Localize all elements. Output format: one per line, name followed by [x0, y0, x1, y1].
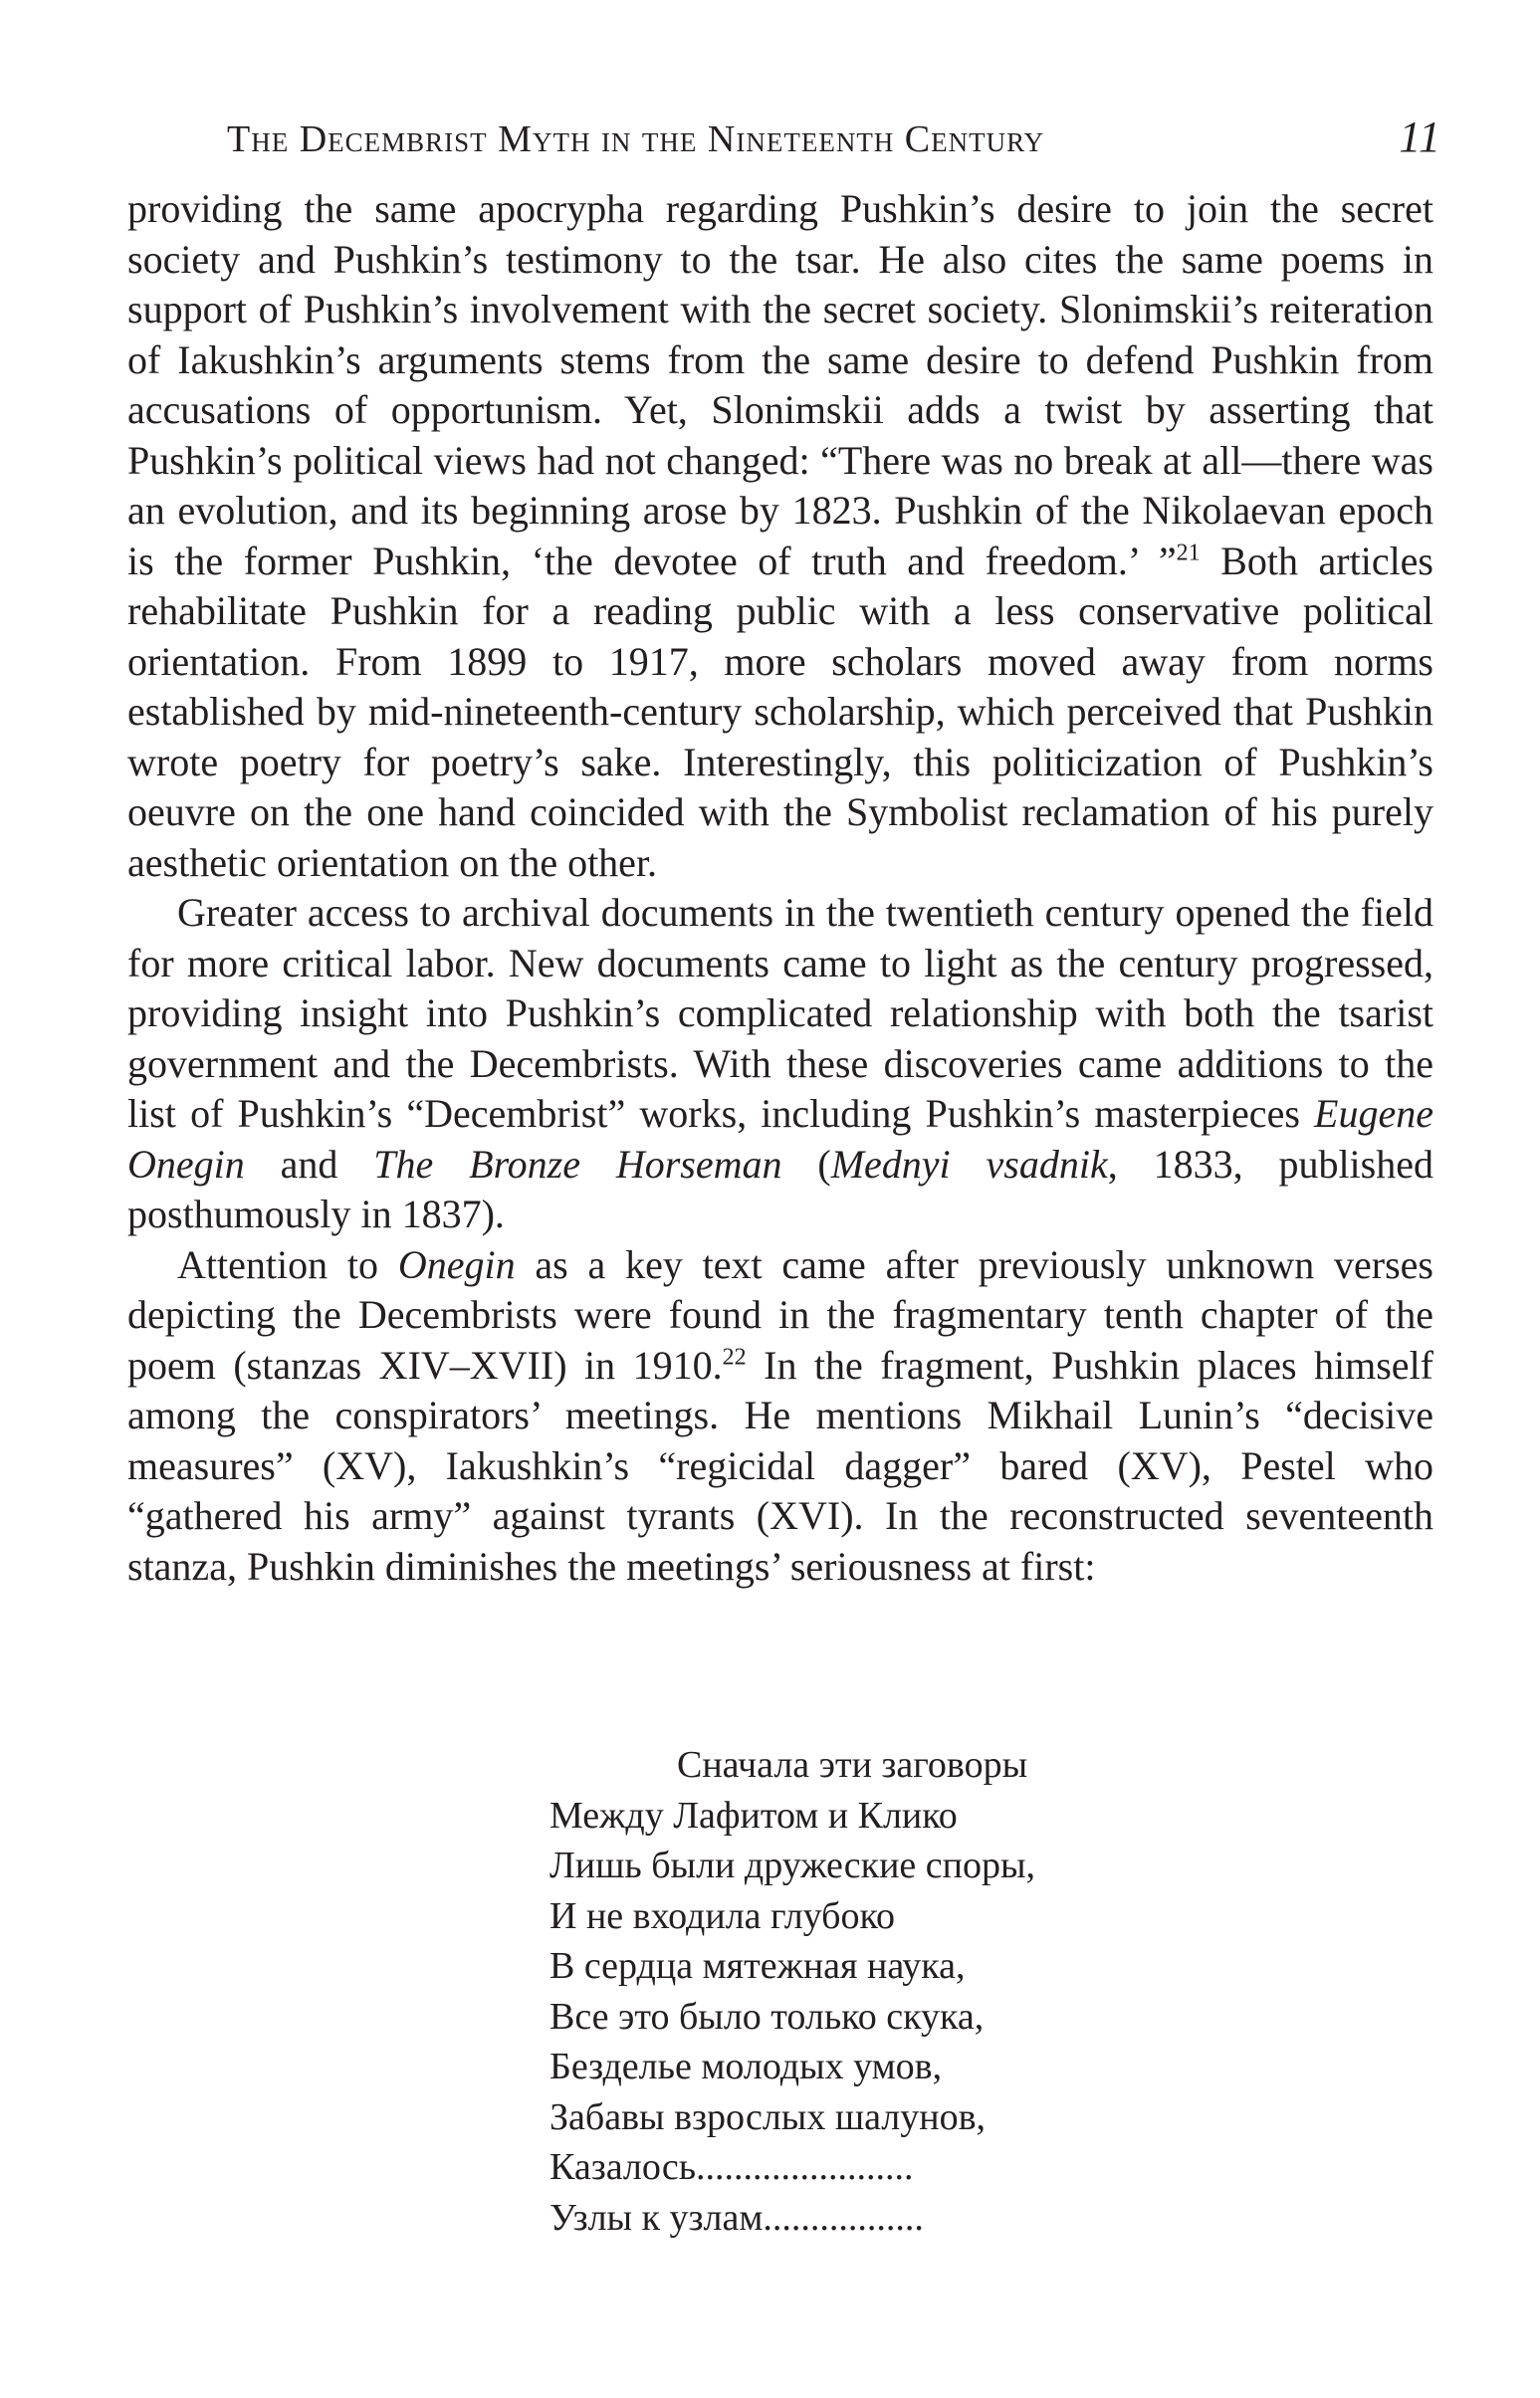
verse-line: Сначала эти заговоры — [677, 1744, 1028, 1786]
verse-line: Безделье молодых умов, — [550, 2046, 943, 2087]
paragraph-2-text-c: ( — [781, 1141, 831, 1187]
running-head — [227, 111, 1441, 171]
paragraph-2-text-a: Greater access to archival documents in the twentieth century opened the field for more critical labor. New documents came to light as the century progressed, providing insight into Pushkin’s complicated relationship with both the tsarist government and the Decembrists. With these discoveries came additions to the list of Pushkin’s “Decembrist” works, including Pushkin’s masterpieces — [127, 890, 1433, 1136]
verse-line: В сердца мятежная наука, — [550, 1945, 966, 1987]
paragraph-3-text-a: Attention to — [177, 1241, 398, 1287]
verse-quotation — [550, 1740, 1035, 2243]
verse-line: Все это было только скука, — [550, 1995, 985, 2038]
verse-line: Между Лафитом и Клико — [550, 1794, 958, 1837]
paragraph-2-text-d: , 1833, published posthumously in 1837). — [127, 1141, 1433, 1236]
title-mednyi-vsadnik: Mednyi vsadnik — [830, 1141, 1108, 1187]
verse-line: Забавы взрослых шалунов, — [550, 2095, 987, 2138]
verse-line: Узлы к узлам................. — [550, 2196, 924, 2239]
running-head-title: The Decembrist Myth in the Nineteenth Century — [227, 118, 1045, 160]
verse-line: И не входила глубоко — [550, 1894, 896, 1937]
title-eugene-onegin: Eugene Onegin — [127, 1091, 1433, 1187]
title-onegin: Onegin — [397, 1241, 516, 1287]
paragraph-1-text-a: providing the same apocrypha regarding Pushkin’s desire to join the secret society and Pushkin’s testimony to the tsar. He also cites the same poems in support of Pushkin’s involvement with the secret society. Slonimskii’s reiteration of Iakushkin’s arguments stems from the same desire to defend Pushkin from accusations of opportunism. Yet, Slonimskii adds a twist by asserting that Pushkin’s political views had not changed: “There was no break at all—there was an evolution, and its beginning arose by 1823. Pushkin of the Nikolaevan epoch is the former Pushkin, ‘the devotee of truth and freedom.’ ” — [127, 186, 1433, 583]
page-number: 11 — [1399, 112, 1441, 161]
paragraph-2 — [127, 888, 1433, 1240]
body-text — [127, 184, 1433, 1592]
paragraph-3-text-c: In the fragment, Pushkin places himself among the conspirators’ meetings. He mentions Mikhail Lunin’s “decisive measures” (XV), Iakushkin’s “regicidal dagger” bared (XV), Pestel who “gathered his army” against tyrants (XVI). In the reconstructed seventeenth stanza, Pushkin diminishes the meetings’ seriousness at first: — [127, 1342, 1433, 1589]
footnote-ref-22: 22 — [722, 1344, 747, 1371]
paragraph-1-text-b: Both articles rehabilitate Pushkin for a reading public with a less conservative political orientation. From 1899 to 1917, more scholars moved away from norms established by mid-nineteenth-century scholarship, which perceived that Pushkin wrote poetry for poetry’s sake. Interestingly, this politicization of Pushkin’s oeuvre on the one hand coincided with the Symbolist reclamation of his purely aesthetic orientation on the other. — [127, 538, 1434, 885]
paragraph-2-text-b: and — [244, 1141, 374, 1187]
verse-line: Лишь были дружеские споры, — [550, 1845, 1036, 1886]
title-bronze-horseman: The Bronze Horseman — [373, 1141, 782, 1187]
footnote-ref-21: 21 — [1176, 540, 1201, 566]
verse-line: Казалось....................... — [550, 2146, 914, 2188]
paragraph-1 — [127, 184, 1433, 888]
paragraph-3-text-b: as a key text came after previously unknown verses depicting the Decembrists were found in the fragmentary tenth chapter of the poem (stanzas XIV–XVII) in 1910. — [127, 1241, 1433, 1388]
paragraph-3 — [127, 1240, 1433, 1593]
